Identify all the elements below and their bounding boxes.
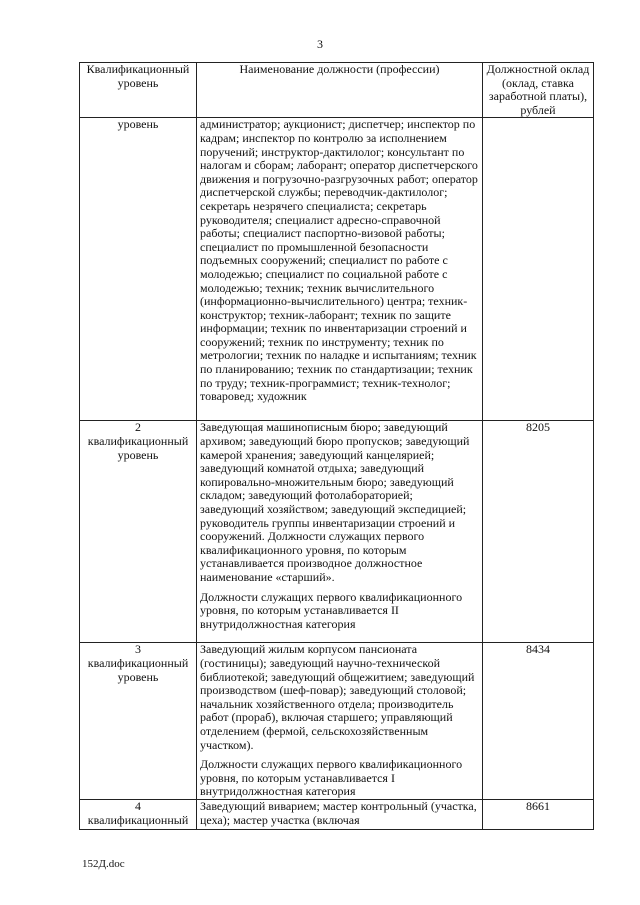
position-cell	[197, 799, 483, 829]
level-number: 3	[135, 642, 141, 657]
level-cell	[80, 118, 197, 421]
header-level: Квалификационный уровень	[80, 63, 197, 118]
level-label: квалификационный	[87, 655, 189, 670]
level-label: квалификационный	[87, 433, 189, 448]
level-number: 4	[135, 798, 141, 813]
table-row	[80, 643, 594, 800]
header-salary: Должностной оклад (оклад, ставка заработной платы), рублей	[483, 63, 594, 118]
level-label: уровень	[117, 447, 159, 462]
position-text: Заведующий жилым корпусом пансионата (гостиницы); заведующий научно-технической библиотекой; заведующий общежитием; заведующий производством (шеф-повар); заведующий столовой; начальник хозяйственного отдела; производитель работ (прораб), включая старшего; управляющий отделением (фермой, сельскохозяйственным участком).	[200, 642, 475, 752]
position-cell	[197, 643, 483, 800]
table-row	[80, 118, 594, 421]
position-text: администратор; аукционист; диспетчер; инспектор по кадрам; инспектор по контролю за исполнением поручений; инструктор-дактилолог; консультант по налогам и сборам; лаборант; оператор диспетчерского движения и погрузочно-разгрузочных работ; оператор диспетчерской службы; переводчик-дактилолог; секретарь незрячего специалиста; секретарь руководителя; специалист адресно-справочной работы; специалист паспортно-визовой работы; специалист по промышленной безопасности подъемных сооружений; специалист по работе с молодежью; специалист по социальной работе с молодежью; техник; техник вычислительного (информационно-вычислительного) центра; техник-конструктор; техник-лаборант; техник по защите информации; техник по инвентаризации строений и сооружений; техник по инструменту; техник по метрологии; техник по наладке и испытаниям; техник по планированию; техник по стандартизации; техник по труду; техник-программист; техник-технолог; товаровед; художник	[200, 117, 478, 404]
table-row	[80, 799, 594, 829]
table-row	[80, 421, 594, 643]
position-text: Должности служащих первого квалификационного уровня, по которым устанавливается II внутридолжностная категория	[200, 589, 463, 631]
position-cell	[197, 421, 483, 643]
page-number: 3	[317, 37, 323, 51]
level-number: 2	[135, 420, 141, 435]
position-text: Заведующий виварием; мастер контрольный (участка, цеха); мастер участка (включая	[200, 798, 477, 827]
document-filename: 152Д.doc	[82, 858, 125, 870]
level-label: уровень	[117, 669, 159, 684]
level-label: уровень	[117, 117, 159, 132]
qualification-table	[79, 62, 594, 830]
table-header-row	[80, 63, 594, 118]
position-text: Заведующая машинописным бюро; заведующий архивом; заведующий бюро пропусков; заведующий камерой хранения; заведующий канцелярией; заведующий комнатой отдыха; заведующий копировально-множительным бюро; заведующий складом; заведующий фотолабораторией; заведующий хозяйством; заведующий экспедицией; руководитель группы инвентаризации строений и сооружений. Должности служащих первого квалификационного уровня, по которым устанавливается производное должностное наименование «старший».	[200, 420, 470, 584]
salary-cell: 8661	[483, 799, 594, 829]
level-cell	[80, 643, 197, 800]
header-position: Наименование должности (профессии)	[197, 63, 483, 118]
salary-cell: 8434	[483, 643, 594, 800]
salary-cell: 8205	[483, 421, 594, 643]
salary-cell	[483, 118, 594, 421]
level-cell	[80, 421, 197, 643]
position-text: Должности служащих первого квалификационного уровня, по которым устанавливается I внутридолжностная категория	[200, 757, 463, 799]
level-label: квалификационный	[87, 812, 189, 827]
position-cell	[197, 118, 483, 421]
level-cell	[80, 799, 197, 829]
